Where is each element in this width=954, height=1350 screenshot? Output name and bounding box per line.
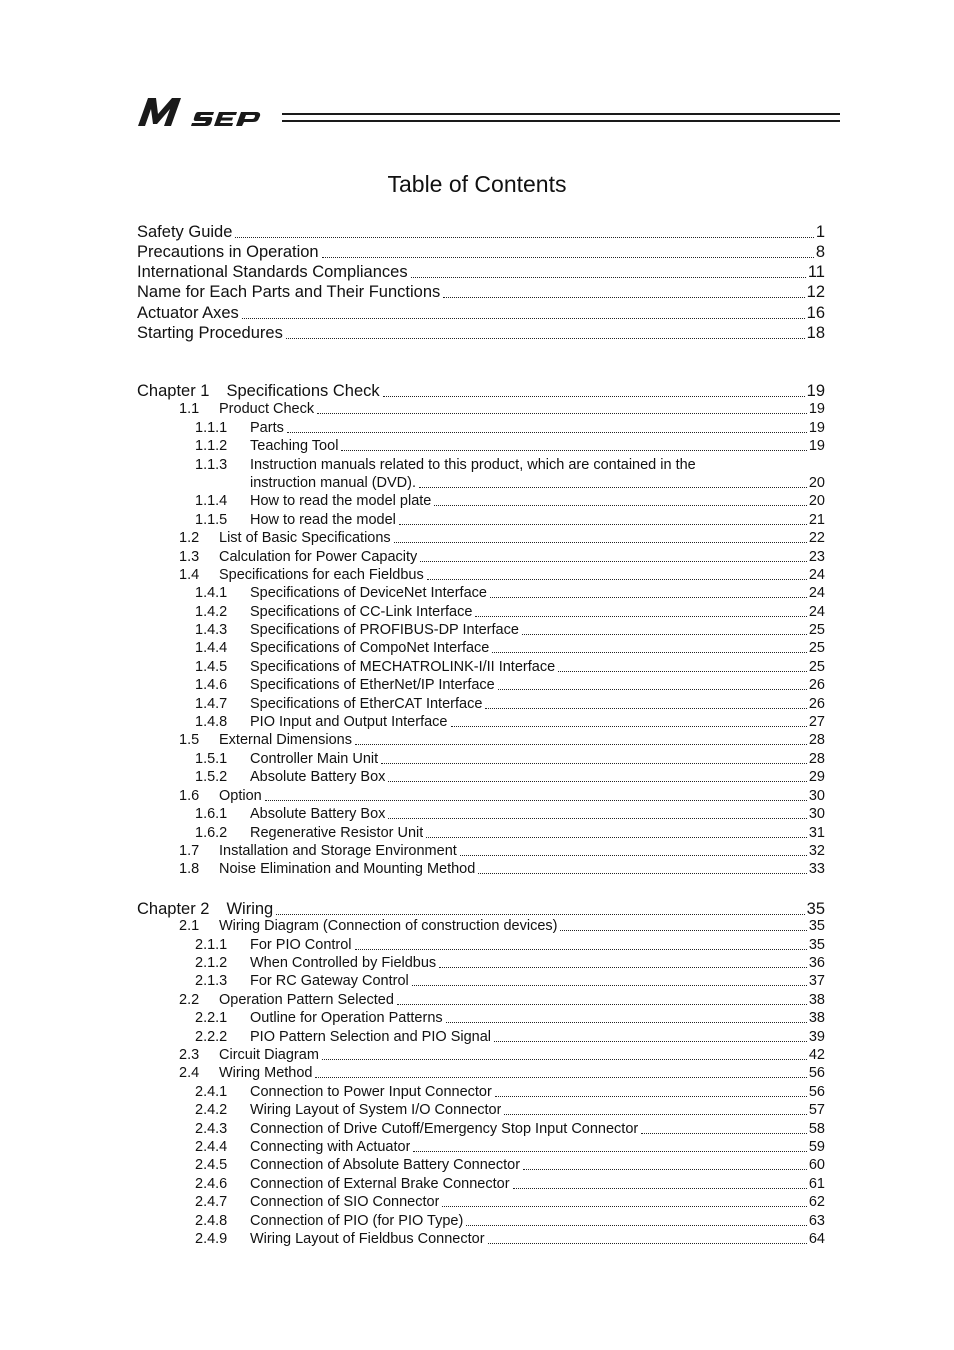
toc-entry[interactable] [137, 1064, 825, 1082]
dot-leader [460, 855, 807, 856]
toc-entry-number: 1.3 [179, 549, 200, 565]
toc-entry-title: For PIO Control [250, 937, 352, 953]
toc-entry[interactable] [137, 474, 825, 492]
toc-entry[interactable] [137, 1193, 825, 1211]
toc-entry-page-number: 16 [806, 304, 825, 322]
toc-entry[interactable] [137, 242, 825, 262]
toc-entry[interactable] [137, 713, 825, 731]
toc-entry-number: Chapter 1 [137, 382, 210, 400]
toc-entry-title: Wiring [226, 900, 274, 918]
toc-entry-page-number: 39 [808, 1029, 825, 1045]
toc-entry-number: 1.1 [179, 401, 200, 417]
toc-entry-number: 2.4.5 [195, 1157, 228, 1173]
toc-entry-page-number: 20 [808, 493, 825, 509]
toc-entry[interactable] [137, 282, 825, 302]
toc-entry[interactable] [137, 695, 825, 713]
toc-entry-number: 1.7 [179, 843, 200, 859]
toc-entry-number: 1.4.3 [195, 622, 228, 638]
toc-entry-number: 1.1.3 [195, 457, 228, 473]
toc-entry-title: Starting Procedures [137, 324, 283, 342]
dot-leader [322, 1059, 807, 1060]
toc-entry-title: instruction manual (DVD). [250, 475, 416, 491]
toc-entry[interactable] [137, 529, 825, 547]
toc-entry[interactable] [137, 1101, 825, 1119]
header-rule-top [282, 113, 840, 115]
toc-entry-page-number: 19 [808, 438, 825, 454]
header-rule-bottom [282, 120, 840, 122]
toc-entry-page-number: 38 [808, 1010, 825, 1026]
toc-entry-title: Calculation for Power Capacity [219, 549, 418, 565]
toc-entry-page-number: 31 [808, 825, 825, 841]
dot-leader [413, 1151, 806, 1152]
dot-leader [388, 781, 806, 782]
dot-leader [558, 671, 807, 672]
toc-entry-number: 1.6 [179, 788, 200, 804]
toc-entry[interactable] [137, 381, 825, 401]
toc-entry-number: 1.4.7 [195, 696, 228, 712]
dot-leader [287, 432, 807, 433]
toc-entry-title: When Controlled by Fieldbus [250, 955, 437, 971]
dot-leader [355, 949, 807, 950]
toc-entry-page-number: 35 [808, 937, 825, 953]
toc-entry[interactable] [137, 303, 825, 323]
dot-leader [411, 277, 806, 278]
dot-leader [419, 487, 807, 488]
toc-entry[interactable] [137, 262, 825, 282]
toc-entry-title: Absolute Battery Box [250, 769, 386, 785]
toc-entry-title: Specifications of EtherCAT Interface [250, 696, 483, 712]
toc-entry-title: Connection of PIO (for PIO Type) [250, 1213, 464, 1229]
toc-entry-number: 1.8 [179, 861, 200, 877]
toc-entry-title: Specifications of EtherNet/IP Interface [250, 677, 495, 693]
dot-leader [399, 524, 807, 525]
toc-entry-page-number: 60 [808, 1157, 825, 1173]
toc-entry-number: 2.4.4 [195, 1139, 228, 1155]
toc-entry-title: Name for Each Parts and Their Functions [137, 283, 441, 301]
toc-entry[interactable] [137, 621, 825, 639]
toc-entry-page-number: 11 [807, 263, 825, 281]
dot-leader [522, 634, 807, 635]
toc-entry[interactable] [137, 603, 825, 621]
dot-leader [322, 257, 814, 258]
toc-entry[interactable] [137, 419, 825, 437]
page-header [136, 92, 840, 132]
toc-entry-number: 2.4.7 [195, 1194, 228, 1210]
toc-entry-page-number: 33 [808, 861, 825, 877]
toc-entry-title: Absolute Battery Box [250, 806, 386, 822]
toc-entry[interactable] [137, 787, 825, 805]
toc-entry-page-number: 61 [808, 1176, 825, 1192]
toc-entry[interactable] [137, 400, 825, 418]
toc-entry[interactable] [137, 1120, 825, 1138]
toc-entry-title: For RC Gateway Control [250, 973, 409, 989]
toc-entry-page-number: 37 [808, 973, 825, 989]
toc-entry-page-number: 23 [808, 549, 825, 565]
toc-entry-number: 1.1.1 [195, 420, 228, 436]
toc-entry-title: Wiring Method [219, 1065, 313, 1081]
dot-leader [383, 396, 805, 397]
toc-entry[interactable] [137, 768, 825, 786]
toc-entry-page-number: 57 [808, 1102, 825, 1118]
toc-entry[interactable] [137, 323, 825, 343]
toc-entry-title: Connection of Drive Cutoff/Emergency Stop Input Connector [250, 1121, 639, 1137]
toc-entry-title: Noise Elimination and Mounting Method [219, 861, 476, 877]
dot-leader [442, 1206, 806, 1207]
toc-entry[interactable] [137, 805, 825, 823]
toc-entry[interactable] [137, 842, 825, 860]
toc-entry-page-number: 24 [808, 567, 825, 583]
dot-leader [315, 1077, 806, 1078]
toc-entry-number: 2.4.9 [195, 1231, 228, 1247]
toc-entry-page-number: 26 [808, 696, 825, 712]
toc-entry[interactable] [137, 566, 825, 584]
toc-entry-page-number: 56 [808, 1084, 825, 1100]
toc-entry-number: 2.4.6 [195, 1176, 228, 1192]
toc-entry-number: 2.4.2 [195, 1102, 228, 1118]
toc-entry-page-number: 19 [808, 401, 825, 417]
toc-entry-title: Wiring Diagram (Connection of construction devices) [219, 918, 558, 934]
toc-entry-title: Connecting with Actuator [250, 1139, 411, 1155]
dot-leader [412, 985, 807, 986]
dot-leader [242, 318, 805, 319]
toc-entry-number: 2.4 [179, 1065, 200, 1081]
toc-entry[interactable] [137, 437, 825, 455]
dot-leader [492, 652, 806, 653]
toc-entry[interactable] [137, 1028, 825, 1046]
toc-entry[interactable] [137, 584, 825, 602]
toc-entry-title: Product Check [219, 401, 315, 417]
toc-entry-number: 2.2.1 [195, 1010, 228, 1026]
toc-entry-number: 2.1.1 [195, 937, 228, 953]
toc-entry[interactable] [137, 1230, 825, 1248]
toc-entry-title: Regenerative Resistor Unit [250, 825, 424, 841]
toc-entry-number: 1.4.5 [195, 659, 228, 675]
dot-leader [523, 1169, 807, 1170]
dot-leader [443, 297, 804, 298]
toc-entry-page-number: 59 [808, 1139, 825, 1155]
toc-entry[interactable] [137, 548, 825, 566]
toc-entry[interactable] [137, 936, 825, 954]
toc-entry-number: 1.4.8 [195, 714, 228, 730]
toc-entry[interactable] [137, 492, 825, 510]
toc-entry-title: List of Basic Specifications [219, 530, 391, 546]
toc-entry-title: Wiring Layout of Fieldbus Connector [250, 1231, 485, 1247]
toc-entry[interactable] [137, 1175, 825, 1193]
toc-entry-page-number: 56 [808, 1065, 825, 1081]
toc-entry-title: Instruction manuals related to this product, which are contained in the [250, 457, 696, 473]
toc-entry-number: 1.5.1 [195, 751, 228, 767]
toc-entry-page-number: 28 [808, 751, 825, 767]
toc-entry-page-number: 22 [808, 530, 825, 546]
toc-entry-number: 1.1.4 [195, 493, 228, 509]
toc-entry[interactable] [137, 511, 825, 529]
toc-entry-page-number: 20 [808, 475, 825, 491]
toc-entry[interactable] [137, 917, 825, 935]
toc-entry-page-number: 12 [806, 283, 825, 301]
toc-entry-number: 1.6.2 [195, 825, 228, 841]
toc-entry-title: Specifications of DeviceNet Interface [250, 585, 487, 601]
toc-entry-page-number: 29 [808, 769, 825, 785]
dot-leader [276, 914, 804, 915]
toc-entry-number: 2.4.3 [195, 1121, 228, 1137]
toc-entry[interactable] [137, 731, 825, 749]
toc-entry-page-number: 42 [808, 1047, 825, 1063]
toc-entry[interactable] [137, 639, 825, 657]
toc-entry-number: 2.4.1 [195, 1084, 228, 1100]
toc-entry-page-number: 30 [808, 788, 825, 804]
dot-leader [394, 542, 807, 543]
toc-entry-page-number: 19 [808, 420, 825, 436]
toc-entry-title: Circuit Diagram [219, 1047, 319, 1063]
toc-entry-number: 2.2.2 [195, 1029, 228, 1045]
toc-entry-page-number: 19 [806, 382, 825, 400]
toc-entry-title: Connection of SIO Connector [250, 1194, 440, 1210]
toc-entry-title: PIO Pattern Selection and PIO Signal [250, 1029, 491, 1045]
toc-entry-title: Outline for Operation Patterns [250, 1010, 443, 1026]
dot-leader [494, 1041, 807, 1042]
toc-entry-title: Controller Main Unit [250, 751, 379, 767]
toc-entry-title: How to read the model [250, 512, 396, 528]
dot-leader [451, 726, 807, 727]
toc-entry-page-number: 35 [806, 900, 825, 918]
dot-leader [560, 930, 806, 931]
toc-entry-number: 1.4.4 [195, 640, 228, 656]
toc-entry[interactable] [137, 456, 825, 474]
toc-entry-number: 2.1 [179, 918, 200, 934]
toc-entry-number: Chapter 2 [137, 900, 210, 918]
toc-entry-page-number: 28 [808, 732, 825, 748]
toc-entry-title: Specifications of CompoNet Interface [250, 640, 490, 656]
dot-leader [498, 689, 807, 690]
dot-leader [317, 413, 807, 414]
toc-entry-number: 1.6.1 [195, 806, 228, 822]
toc-entry[interactable] [137, 1156, 825, 1174]
toc-entry-page-number: 64 [808, 1231, 825, 1247]
dot-leader [488, 1243, 807, 1244]
toc-entry-number: 1.1.2 [195, 438, 228, 454]
toc-entry-title: Parts [250, 420, 284, 436]
dot-leader [478, 873, 807, 874]
toc-entry-page-number: 26 [808, 677, 825, 693]
toc-entry-number: 1.5 [179, 732, 200, 748]
dot-leader [381, 763, 807, 764]
toc-entry-title: Connection of External Brake Connector [250, 1176, 510, 1192]
toc-entry-number: 1.4.1 [195, 585, 228, 601]
toc-entry-number: 1.4.2 [195, 604, 228, 620]
dot-leader [504, 1114, 806, 1115]
toc-entry-page-number: 25 [808, 640, 825, 656]
toc-entry-title: International Standards Compliances [137, 263, 408, 281]
dot-leader [286, 338, 805, 339]
toc-entry-title: Teaching Tool [250, 438, 339, 454]
dot-leader [426, 837, 807, 838]
toc-entry[interactable] [137, 750, 825, 768]
toc-entry[interactable] [137, 899, 825, 919]
dot-leader [388, 818, 806, 819]
toc-entry-page-number: 36 [808, 955, 825, 971]
dot-leader [341, 450, 806, 451]
toc-entry-title: Specifications of CC-Link Interface [250, 604, 473, 620]
dot-leader [475, 616, 806, 617]
toc-entry-page-number: 1 [815, 223, 825, 241]
toc-entry-page-number: 63 [808, 1213, 825, 1229]
toc-entry-number: 2.4.8 [195, 1213, 228, 1229]
toc-entry-title: External Dimensions [219, 732, 352, 748]
dot-leader [466, 1225, 807, 1226]
toc-entry-page-number: 25 [808, 659, 825, 675]
toc-entry-number: 1.5.2 [195, 769, 228, 785]
toc-entry[interactable] [137, 222, 825, 242]
toc-entry-title: Connection of Absolute Battery Connector [250, 1157, 521, 1173]
toc-entry-page-number: 62 [808, 1194, 825, 1210]
toc-entry-page-number: 32 [808, 843, 825, 859]
toc-entry-title: PIO Input and Output Interface [250, 714, 448, 730]
toc-entry[interactable] [137, 824, 825, 842]
toc-entry-page-number: 35 [808, 918, 825, 934]
toc-entry[interactable] [137, 954, 825, 972]
toc-entry-number: 1.2 [179, 530, 200, 546]
page-title: Table of Contents [387, 171, 567, 197]
toc-entry-number: 1.4 [179, 567, 200, 583]
dot-leader [235, 237, 813, 238]
toc-entry-page-number: 24 [808, 604, 825, 620]
toc-entry[interactable] [137, 676, 825, 694]
toc-entry-title: Specifications Check [226, 382, 380, 400]
toc-entry-number: 2.2 [179, 992, 200, 1008]
dot-leader [397, 1004, 807, 1005]
toc-entry-number: 2.3 [179, 1047, 200, 1063]
toc-entry-title: Installation and Storage Environment [219, 843, 457, 859]
toc-entry-title: Operation Pattern Selected [219, 992, 394, 1008]
toc-entry-page-number: 38 [808, 992, 825, 1008]
toc-entry-page-number: 18 [806, 324, 825, 342]
toc-entry-title: How to read the model plate [250, 493, 432, 509]
toc-entry[interactable] [137, 658, 825, 676]
dot-leader [485, 708, 806, 709]
dot-leader [355, 744, 807, 745]
toc-entry-title: Specifications of PROFIBUS-DP Interface [250, 622, 519, 638]
toc-entry[interactable] [137, 1138, 825, 1156]
toc-entry[interactable] [137, 1212, 825, 1230]
toc-entry[interactable] [137, 860, 825, 878]
toc-entry-page-number: 24 [808, 585, 825, 601]
toc-entry-page-number: 25 [808, 622, 825, 638]
toc-entry-number: 1.4.6 [195, 677, 228, 693]
toc-entry-title: Safety Guide [137, 223, 233, 241]
toc-entry-title: Specifications of MECHATROLINK-I/II Interface [250, 659, 556, 675]
dot-leader [641, 1133, 807, 1134]
toc-entry-title: Actuator Axes [137, 304, 239, 322]
toc-entry[interactable] [137, 1083, 825, 1101]
toc-entry-number: 1.1.5 [195, 512, 228, 528]
dot-leader [434, 505, 807, 506]
dot-leader [490, 597, 807, 598]
toc-entry[interactable] [137, 991, 825, 1009]
toc-entry[interactable] [137, 1046, 825, 1064]
toc-entry[interactable] [137, 972, 825, 990]
toc-entry-number: 2.1.2 [195, 955, 228, 971]
toc-entry-title: Option [219, 788, 262, 804]
dot-leader [420, 561, 807, 562]
dot-leader [265, 800, 807, 801]
toc-entry-title: Wiring Layout of System I/O Connector [250, 1102, 502, 1118]
toc-entry-page-number: 21 [808, 512, 825, 528]
dot-leader [439, 967, 807, 968]
dot-leader [446, 1022, 807, 1023]
toc-entry-title: Connection to Power Input Connector [250, 1084, 492, 1100]
dot-leader [513, 1188, 807, 1189]
toc-entry-page-number: 8 [815, 243, 825, 261]
toc-entry-title: Precautions in Operation [137, 243, 319, 261]
toc-entry[interactable] [137, 1009, 825, 1027]
msep-logo [136, 92, 276, 130]
dot-leader [427, 579, 807, 580]
toc-entry-title: Specifications for each Fieldbus [219, 567, 424, 583]
toc-entry-page-number: 27 [808, 714, 825, 730]
toc-entry-number: 2.1.3 [195, 973, 228, 989]
dot-leader [495, 1096, 807, 1097]
toc-entry-page-number: 58 [808, 1121, 825, 1137]
toc-entry-page-number: 30 [808, 806, 825, 822]
